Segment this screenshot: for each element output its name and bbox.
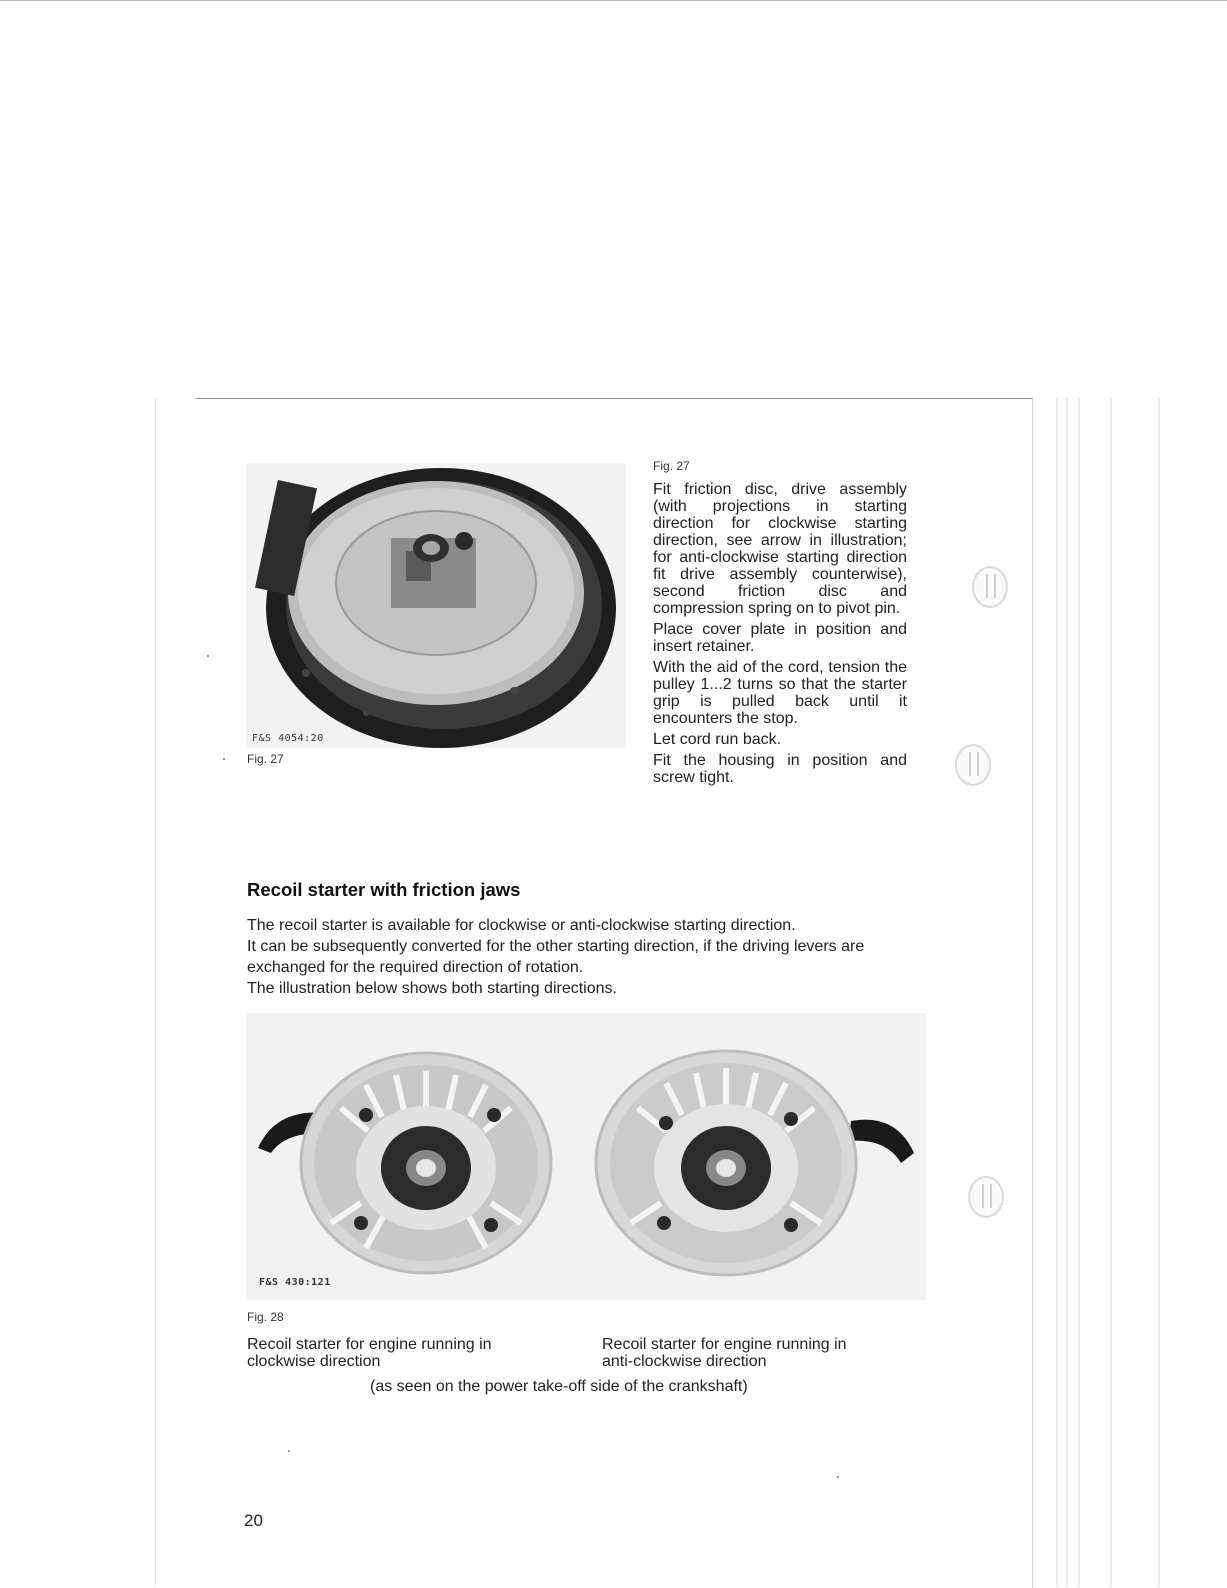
- instruction-paragraph: Fit the housing in position and screw tight.: [653, 752, 907, 786]
- instruction-paragraph: Place cover plate in position and insert retainer.: [653, 621, 907, 655]
- recoil-starters-photo: [246, 1013, 926, 1300]
- scan-speck: [288, 1450, 290, 1452]
- scan-edge-left: [155, 398, 156, 1587]
- punch-hole-icon: [972, 566, 1008, 608]
- section-description: [247, 915, 912, 999]
- recoil-starter-pulley-photo: [246, 463, 626, 748]
- punch-hole-icon: [968, 1176, 1004, 1218]
- top-rule: [0, 0, 1227, 1]
- page-number: 20: [244, 1511, 263, 1530]
- binder-stripe: [1056, 398, 1058, 1587]
- scan-speck: [837, 1476, 839, 1478]
- right-caption-text: Recoil starter for engine running in anti-clockwise direction: [602, 1336, 847, 1370]
- fig28-caption: Fig. 28: [247, 1310, 284, 1324]
- fig28-left-caption: [247, 1336, 522, 1370]
- fig27-caption: Fig. 27: [247, 752, 284, 766]
- fig27-instructions: [653, 481, 907, 790]
- fig28-photo-code: F&S 430:121: [259, 1277, 331, 1288]
- instruction-paragraph: Let cord run back.: [653, 731, 782, 748]
- fig27-photo-code: F&S 4054:20: [252, 733, 324, 744]
- fig28-photo: [246, 1013, 926, 1300]
- binder-stripe: [1078, 398, 1080, 1587]
- binder-stripe: [1110, 398, 1112, 1587]
- description-line: The illustration below shows both starting directions.: [247, 980, 617, 997]
- fig28-note: (as seen on the power take-off side of the crankshaft): [370, 1378, 748, 1395]
- instruction-paragraph: With the aid of the cord, tension the pulley 1...2 turns so that the starter grip is pulled back until it encounters the stop.: [653, 659, 907, 727]
- fig27-text-label: Fig. 27: [653, 459, 690, 473]
- fig27-photo: [246, 463, 626, 748]
- section-heading: Recoil starter with friction jaws: [247, 879, 521, 900]
- punch-hole-icon: [955, 744, 991, 786]
- scan-speck: [223, 758, 225, 760]
- description-line: It can be subsequently converted for the other starting direction, if the driving levers are exchanged for the required direction of rotation.: [247, 938, 865, 976]
- binder-stripe: [1066, 398, 1068, 1587]
- scan-speck: [207, 655, 209, 657]
- instruction-paragraph: Fit friction disc, drive assembly (with projections in starting direction for clockwise starting direction, see arrow in illustration; for anti-clockwise starting direction fit drive assembly counterwise), second friction disc and compression spring on to pivot pin.: [653, 481, 907, 617]
- fig28-right-caption: [602, 1336, 877, 1370]
- left-caption-text: Recoil starter for engine running in clockwise direction: [247, 1336, 492, 1370]
- description-line: The recoil starter is available for clockwise or anti-clockwise starting direction.: [247, 917, 796, 934]
- binder-stripe: [1158, 398, 1160, 1587]
